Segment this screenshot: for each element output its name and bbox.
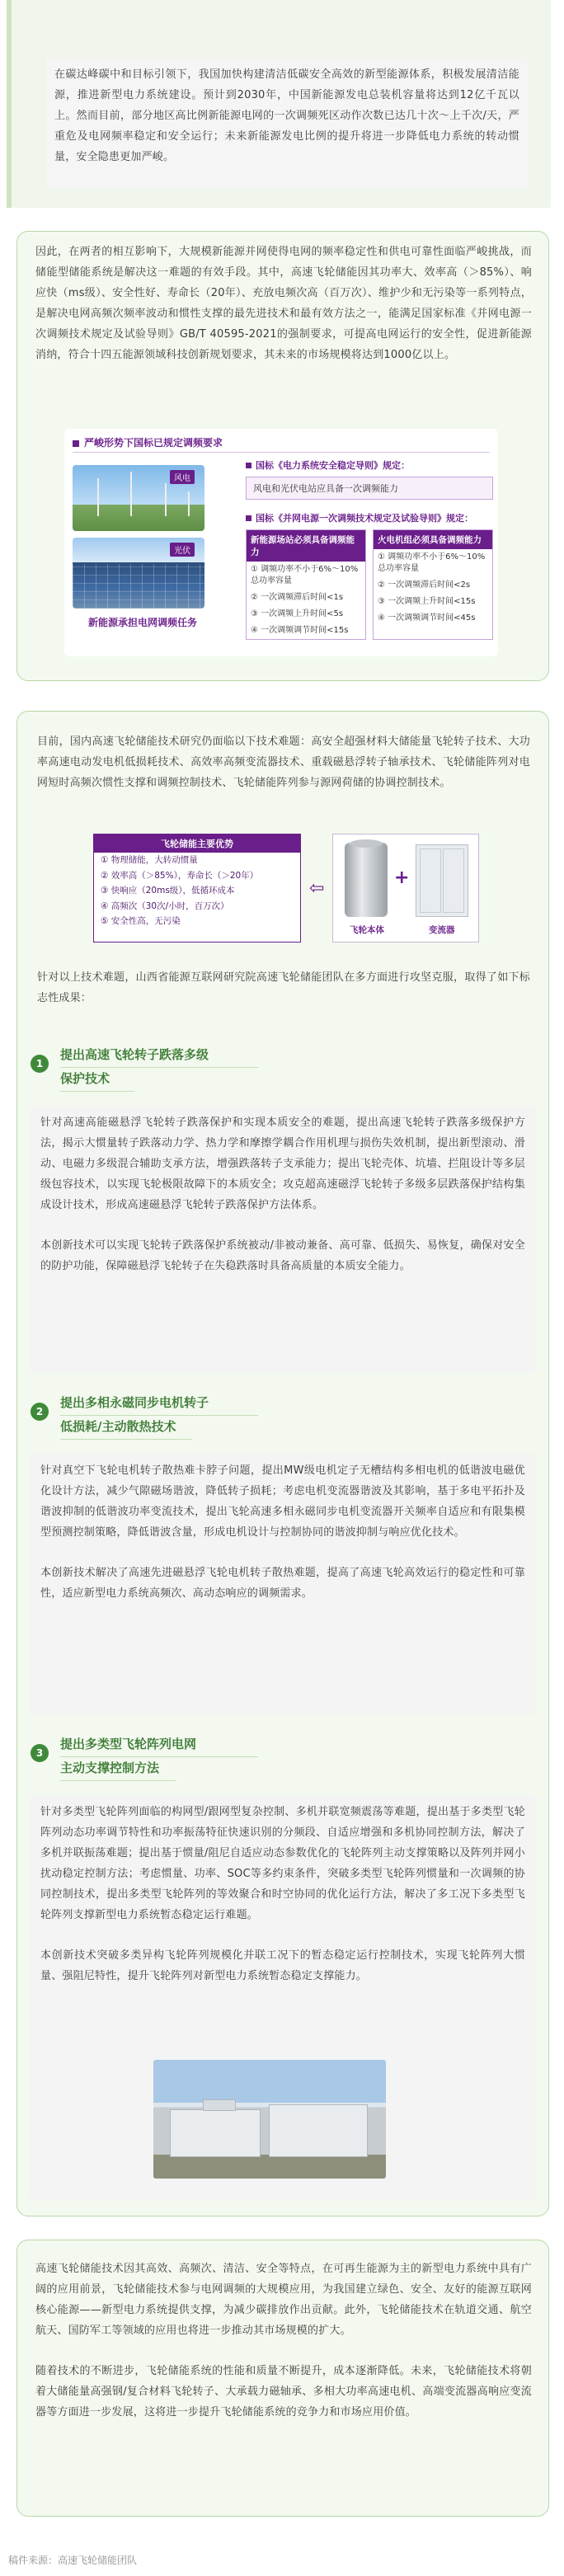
standard-2-label: 国标《并网电源一次调频技术规定及试验导则》规定： bbox=[246, 511, 493, 524]
solar-tag: 光伏 bbox=[170, 543, 195, 557]
bullet-icon bbox=[246, 515, 251, 521]
list-item: ④ 一次调频调节时间<15s bbox=[251, 626, 349, 635]
list-item: ① 调频功率不小于6%～10%总功率容量 bbox=[378, 552, 486, 573]
standard-1-box: 风电和光伏电站应具备一次调频能力 bbox=[246, 477, 493, 500]
section-paragraph: 针对高速高能磁悬浮飞轮转子跌落保护和实现本质安全的难题，提出高速飞轮转子跌落多级保护方法，揭示大惯量转子跌落动力学、热力学和摩擦学耦合作用机理与损伤失效机制，提出新型滚动、滑动、电磁力多级混合辅助支承方法，增强跌落转子支承能力；提出飞轮壳体、坑墙、拦阻设计等多层级包容技术，以实现飞轮极限故障下的本质安全；攻克超高速磁浮飞轮转子多级多层跌落保护结构集成设计技术，形成高速磁悬浮飞轮转子跌落保护方法体系。 bbox=[40, 1116, 525, 1211]
converter-cabinet-illustration bbox=[416, 844, 468, 917]
bullet-icon bbox=[246, 463, 251, 468]
list-item: ② 一次调频滞后时间<1s bbox=[251, 593, 344, 602]
flywheel-advantages-figure bbox=[93, 834, 481, 947]
thermal-requirements bbox=[373, 529, 493, 640]
conclusion-card bbox=[16, 2240, 549, 2517]
section-title: 提出多类型飞轮阵列电网 主动支撑控制方法 bbox=[60, 1737, 197, 1775]
flywheel-illustration bbox=[345, 843, 388, 917]
section-2-body bbox=[31, 1454, 535, 1714]
list-item: ③ 一次调频上升时间<5s bbox=[251, 609, 344, 618]
flywheel-label: 飞轮本体 bbox=[350, 925, 384, 935]
wind-tag: 风电 bbox=[170, 470, 195, 484]
research-card bbox=[16, 711, 549, 2216]
list-item: ③ 一次调频上升时间<15s bbox=[378, 597, 476, 606]
divider bbox=[73, 452, 490, 453]
list-item: ① 物理储能，大转动惯量 bbox=[101, 855, 198, 865]
source-credit: 稿件来源：高速飞轮储能团队 bbox=[8, 2555, 138, 2566]
section-1-body bbox=[31, 1106, 535, 1373]
section-title: 提出多相永磁同步电机转子 低损耗/主动散热技术 bbox=[60, 1395, 209, 1434]
intro-paragraph: 在碳达峰碳中和目标引领下，我国加快构建清洁低碳安全高效的新型能源体系，积极发展清洁能源，推进新型电力系统建设。预计到2030年，中国新能源发电总装机容量将达到12亿千瓦以上。然而目前，部分地区高比例新能源电网的一次调频死区动作次数已达几十次～上千次/天，严重危及电网频率稳定和安全运行；未来新能源发电比例的提升将进一步降低电力系统的转动惯量，安全隐患更加严峻。 bbox=[54, 68, 519, 163]
section-number-badge: 1 bbox=[31, 1055, 49, 1073]
intro-block bbox=[7, 0, 551, 208]
grid-requirement-figure bbox=[64, 429, 498, 656]
plus-icon: + bbox=[394, 867, 410, 888]
advantages-box bbox=[93, 834, 301, 942]
section-number-badge: 2 bbox=[31, 1403, 49, 1421]
conclusion-text bbox=[35, 2259, 532, 2423]
background-paragraph: 因此，在两者的相互影响下，大规模新能源并网使得电网的频率稳定性和供电可靠性面临严峻挑战，而储能型储能系统是解决这一难题的有效手段。其中，高速飞轮储能因其功率大、效率高（＞85%）、响应快（ms级）、安全性好、寿命长（20年）、充放电频次高（百万次）、维护少和无污染等一系列特点，是解决电网高频次频率波动和惯性支撑的最先进技术和最有效方法之一，能满足国家标准《并网电源一次调频技术规定及试验导则》GB/T 40595-2021的强制要求，可提高电网运行的安全性，促进新能源消纳，符合十四五能源领域科技创新规划要求，其未来的市场规模将达到1000亿以上。 bbox=[35, 246, 532, 361]
flywheel-station-photo bbox=[153, 2060, 386, 2179]
list-item: ④ 一次调频调节时间<45s bbox=[378, 613, 476, 623]
square-bullet-icon bbox=[73, 440, 79, 447]
section-2-heading bbox=[31, 1391, 533, 1441]
list-item: ⑤ 安全性高，无污染 bbox=[101, 916, 181, 926]
section-paragraph: 本创新技术突破多类异构飞轮阵列规模化并联工况下的暂态稳定运行控制技术，实现飞轮阵列大惯量、强阻尼特性，提升飞轮阵列对新型电力系统暂态稳定支撑能力。 bbox=[40, 1949, 525, 1982]
figure-heading: 严峻形势下国标已规定调频要求 bbox=[73, 435, 223, 449]
research-intro: 目前，国内高速飞轮储能技术研究仍面临以下技术难题：高安全超强材料大储能量飞轮转子技术、大功率高速电动发电机低损耗技术、高效率高频变流器技术、重载磁悬浮转子轴承技术、飞轮储能阵列对电网短时高频次惯性支撑和调频控制技术、飞轮储能阵列参与源网荷储的协调控制技术。 bbox=[37, 736, 530, 789]
conclusion-paragraph: 随着技术的不断进步，飞轮储能系统的性能和质量不断提升，成本逐渐降低。未来，飞轮储能技术将朝着大储能量高强钢/复合材料飞轮转子、大承载力磁轴承、多相大功率高速电机、高端变流器高响应变流器等方面进一步发展，这将进一步提升飞轮储能系统的竞争力和市场应用价值。 bbox=[35, 2365, 532, 2419]
intro-text-box bbox=[46, 58, 528, 188]
requirements-columns bbox=[246, 529, 493, 640]
advantages-heading: 飞轮储能主要优势 bbox=[94, 834, 300, 853]
section-1-heading bbox=[31, 1043, 533, 1093]
column-heading: 新能源场站必须具备调频能力 bbox=[247, 530, 365, 562]
section-paragraph: 针对真空下飞轮电机转子散热难卡脖子问题，提出MW级电机定子无槽结构多相电机的低谐波电磁优化设计方法，减少气隙磁场谐波，降低转子损耗；考虑电机变流器谐波及其影响，基于多电平拓扑及谐波抑制的低谐波功率变流技术，提出飞轮高速多相永磁同步电机变流器开关频率自适应和有限集模型预测控制策略，降低谐波含量，形成电机设计与控制协同的谐波抑制与响应优化技术。 bbox=[40, 1464, 525, 1539]
list-item: ③ 快响应（20ms级），低循环成本 bbox=[101, 886, 235, 895]
section-paragraph: 本创新技术可以实现飞轮转子跌落保护系统被动/非被动兼备、高可靠、低损失、易恢复，确保对安全的防护功能，保障磁悬浮飞轮转子在失稳跌落时具备高质量的本质安全能力。 bbox=[40, 1239, 525, 1272]
conclusion-paragraph: 高速飞轮储能技术因其高效、高频次、清洁、安全等特点，在可再生能源为主的新型电力系统中具有广阔的应用前景，飞轮储能技术参与电网调频的大规模应用，为我国建立绿色、安全、友好的能源互联网核心能源——新型电力系统提供支撑，为减少碳排放作出贡献。此外，飞轮储能技术在轨道交通、航空航天、国防军工等领域的应用也将进一步推动其市场规模的扩大。 bbox=[35, 2263, 532, 2337]
converter-label: 变流器 bbox=[429, 925, 455, 935]
section-number-badge: 3 bbox=[31, 1744, 49, 1762]
section-title: 提出高速飞轮转子跌落多级 保护技术 bbox=[60, 1047, 209, 1086]
section-paragraph: 针对多类型飞轮阵列面临的构网型/跟网型复杂控制、多机并联宽频震荡等难题，提出基于多类型飞轮阵列动态功率调节特性和功率振荡特征快速识别的分频段、自适应增强和多机协同控制方法，解决了多机并联振荡难题；提出基于惯量/阻尼自适应动态参数优化的飞轮阵列主动支撑策略以及阵列并网小扰动稳定控制方法；考虑惯量、功率、SOC等多约束条件，突破多类型飞轮阵列惯量和一次调频的协同控制技术，提出多类型飞轮阵列的等效聚合和时空协同的优化运行方法，解决了多工况下多类型飞轮阵列支撑新型电力系统暂态稳定运行难题。 bbox=[40, 1806, 525, 1921]
arrow-left-icon: ⇦ bbox=[309, 878, 325, 899]
renewables-requirements bbox=[246, 529, 366, 640]
photo-caption: 新能源承担电网调频任务 bbox=[87, 617, 197, 628]
section-paragraph: 本创新技术解决了高速先进磁悬浮飞轮电机转子散热难题，提高了高速飞轮高效运行的稳定性和可靠性，适应新型电力系统高频次、高动态响应的调频需求。 bbox=[40, 1567, 525, 1600]
equipment-box bbox=[332, 834, 479, 942]
section-3-heading bbox=[31, 1732, 533, 1782]
list-item: ② 一次调频滞后时间<2s bbox=[378, 581, 471, 590]
list-item: ② 效率高（＞85%），寿命长（＞20年） bbox=[101, 870, 259, 881]
renewables-photos bbox=[73, 465, 237, 646]
research-lead: 针对以上技术难题，山西省能源互联网研究院高速飞轮储能团队在多方面进行攻坚克服，取得了如下标志性成果： bbox=[37, 971, 530, 1004]
list-item: ④ 高频次（30次/小时，百万次） bbox=[101, 900, 229, 911]
standard-1-label: 国标《电力系统安全稳定导则》规定： bbox=[246, 458, 493, 472]
column-heading: 火电机组必须具备调频能力 bbox=[374, 530, 492, 549]
standards-panel bbox=[246, 458, 493, 640]
list-item: ① 调频功率不小于6%～10%总功率容量 bbox=[251, 565, 359, 585]
